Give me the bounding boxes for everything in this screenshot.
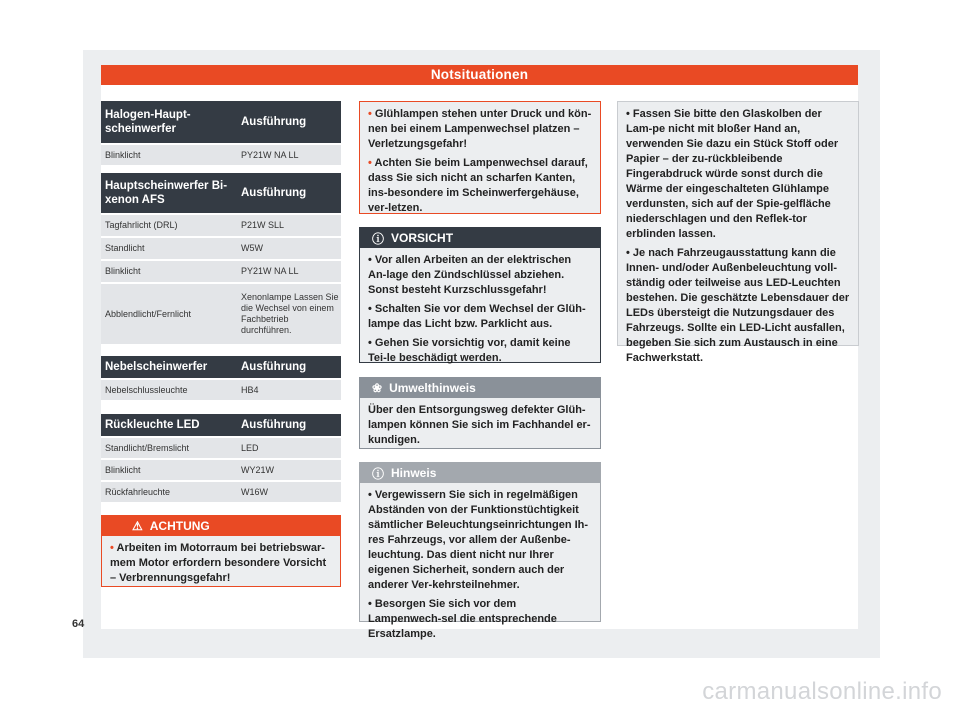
table-cell: Xenonlampe Lassen Sie die Wechsel von einem Fachbetrieb durchführen. — [241, 292, 339, 335]
list-item — [368, 107, 592, 152]
table-cell: W16W — [241, 486, 268, 497]
table-header-cell: Ausführung — [241, 419, 307, 431]
table-cell: PY21W NA LL — [241, 149, 299, 160]
vorsicht-title: VORSICHT — [391, 231, 454, 245]
table-header — [101, 101, 341, 143]
achtung-box — [101, 515, 341, 587]
environment-flower-icon: ❀ — [372, 381, 383, 395]
hinweis-continued-box — [617, 101, 859, 364]
table-cell: Abblendlicht/Fernlicht — [105, 308, 192, 319]
warning-triangle-icon: ⚠ — [132, 519, 143, 533]
table-cell: Tagfahrlicht (DRL) — [105, 220, 178, 230]
table-header — [101, 356, 341, 378]
umwelt-title: Umwelthinweis — [389, 381, 476, 395]
umwelt-box — [359, 377, 601, 449]
achtung-title: ACHTUNG — [149, 519, 210, 533]
table-header-cell: Rückleuchte LED — [105, 419, 200, 431]
table-cell: Standlicht — [105, 243, 145, 253]
warning-continued-body — [360, 102, 600, 226]
table-cell: W5W — [241, 243, 263, 253]
list-item — [368, 156, 592, 216]
page-number: 64 — [72, 618, 85, 630]
list-item — [110, 541, 332, 586]
vorsicht-text: Schalten Sie vor dem Wechsel der Glüh-lampe das Licht bzw. Parklicht aus. — [368, 303, 586, 330]
bulb-table-rear-led — [101, 414, 341, 502]
bullet: • — [368, 598, 375, 610]
warning-continued-box — [359, 101, 601, 214]
hinweis-header — [360, 463, 600, 483]
list-item — [368, 336, 592, 366]
bullet: • — [626, 247, 633, 259]
table-row — [101, 282, 341, 344]
list-item — [368, 597, 592, 642]
section-banner: Notsituationen — [101, 65, 858, 85]
bullet: • — [368, 157, 375, 169]
table-cell: PY21W NA LL — [241, 266, 299, 276]
table-row — [101, 458, 341, 480]
list-item — [626, 246, 850, 366]
list-item — [368, 253, 592, 298]
table-row — [101, 378, 341, 400]
bullet: • — [368, 303, 375, 315]
table-cell: Standlicht/Bremslicht — [105, 442, 190, 453]
bullet: • — [368, 108, 375, 120]
info-square-icon: ⓘ — [372, 466, 385, 481]
list-item — [368, 302, 592, 332]
table-header-cell: Hauptscheinwerfer Bi-xenon AFS — [105, 180, 228, 206]
vorsicht-header — [360, 228, 600, 248]
bulb-table-bixenon — [101, 173, 341, 344]
hinweis-text: Besorgen Sie sich vor dem Lampenwech-sel die entsprechende Ersatzlampe. — [368, 598, 557, 640]
warning-text: Glühlampen stehen unter Druck und kön-nen bei einem Lampenwechsel platzen – Verletzungsgefahr! — [368, 108, 592, 150]
bullet: • — [368, 337, 375, 349]
bullet: • — [368, 489, 375, 501]
vorsicht-body — [360, 248, 600, 376]
achtung-body — [102, 536, 340, 596]
bulb-table-halogen — [101, 101, 341, 165]
table-cell: P21W SLL — [241, 220, 285, 230]
achtung-text: Arbeiten im Motorraum bei betriebswar-mem Motor erfordern besondere Vorsicht – Verbrennungsgefahr! — [110, 542, 327, 584]
list-item — [626, 107, 850, 242]
table-cell: HB4 — [241, 384, 259, 395]
umwelt-text: Über den Entsorgungsweg defekter Glüh-lampen können Sie sich im Fachhandel er-kundigen. — [368, 404, 591, 446]
table-header-cell: Ausführung — [241, 187, 307, 199]
info-circle-icon: ⓘ — [372, 231, 385, 246]
bulb-table-fog — [101, 356, 341, 400]
table-header — [101, 173, 341, 213]
table-row — [101, 236, 341, 259]
table-header-cell: Ausführung — [241, 116, 307, 128]
hinweis-text: Fassen Sie bitte den Glaskolben der Lam-pe nicht mit bloßer Hand an, verwenden Sie dazu ein Stück Stoff oder Papier – der zu-rückbleibende Fingerabdruck würde sonst durch die Wärme der eingeschalteten Glühlampe verdunsten, sich auf der Spie-gelfläche niederschlagen und den Reflek-tor erblinden lassen. — [626, 108, 839, 240]
hinweis-title: Hinweis — [391, 466, 437, 480]
bullet: • — [110, 542, 117, 554]
table-cell: Blinklicht — [105, 149, 141, 160]
hinweis-body — [360, 483, 600, 652]
hinweis-text: Je nach Fahrzeugausstattung kann die Innen- und/oder Außenbeleuchtung voll-ständig oder teilweise aus LED-Leuchten bestehen. Die geschätzte Lebensdauer der LEDs übersteigt die Nutzungsdauer des Fahrzeugs. Sollte ein LED-Licht ausfallen, begeben Sie sich zum Austausch in eine Fachwerkstatt. — [626, 247, 850, 364]
warning-text: Achten Sie beim Lampenwechsel darauf, dass Sie sich nicht an scharfen Kanten, ins-besondere im Scheinwerfergehäuse, ver-letzen. — [368, 157, 588, 214]
table-header-cell: Halogen-Haupt-scheinwerfer — [105, 109, 191, 135]
hinweis-box — [359, 462, 601, 640]
table-row — [101, 143, 341, 165]
table-cell: Blinklicht — [105, 464, 141, 475]
table-cell: Rückfahrleuchte — [105, 486, 171, 497]
list-item — [368, 488, 592, 593]
hinweis-text: Vergewissern Sie sich in regelmäßigen Abständen von der Funktionstüchtigkeit sämtlicher Beleuchtungseinrichtungen Ih-res Fahrzeugs, vor allem der Außenbe-leuchtung. Das dient nicht nur Ihrer eigenen Sicherheit, sondern auch der anderer Ver-kehrsteilnehmer. — [368, 489, 589, 591]
table-row — [101, 436, 341, 458]
vorsicht-text: Gehen Sie vorsichtig vor, damit keine Tei-le beschädigt werden. — [368, 337, 571, 364]
table-row — [101, 480, 341, 502]
umwelt-body — [360, 398, 600, 458]
table-row — [101, 259, 341, 282]
table-cell: Blinklicht — [105, 266, 141, 276]
table-header-cell: Nebelscheinwerfer — [105, 361, 208, 373]
bullet: • — [368, 254, 375, 266]
table-row — [101, 213, 341, 236]
table-cell: WY21W — [241, 464, 275, 475]
table-cell: LED — [241, 442, 259, 453]
table-header — [101, 414, 341, 436]
vorsicht-box — [359, 227, 601, 363]
bullet: • — [626, 108, 633, 120]
umwelt-header — [360, 378, 600, 398]
achtung-header — [102, 516, 340, 536]
table-cell: Nebelschlussleuchte — [105, 384, 188, 395]
vorsicht-text: Vor allen Arbeiten an der elektrischen An-lage den Zündschlüssel abziehen. Sonst besteht Kurzschlussgefahr! — [368, 254, 572, 296]
watermark: carmanualsonline.info — [702, 678, 942, 705]
table-header-cell: Ausführung — [241, 361, 307, 373]
